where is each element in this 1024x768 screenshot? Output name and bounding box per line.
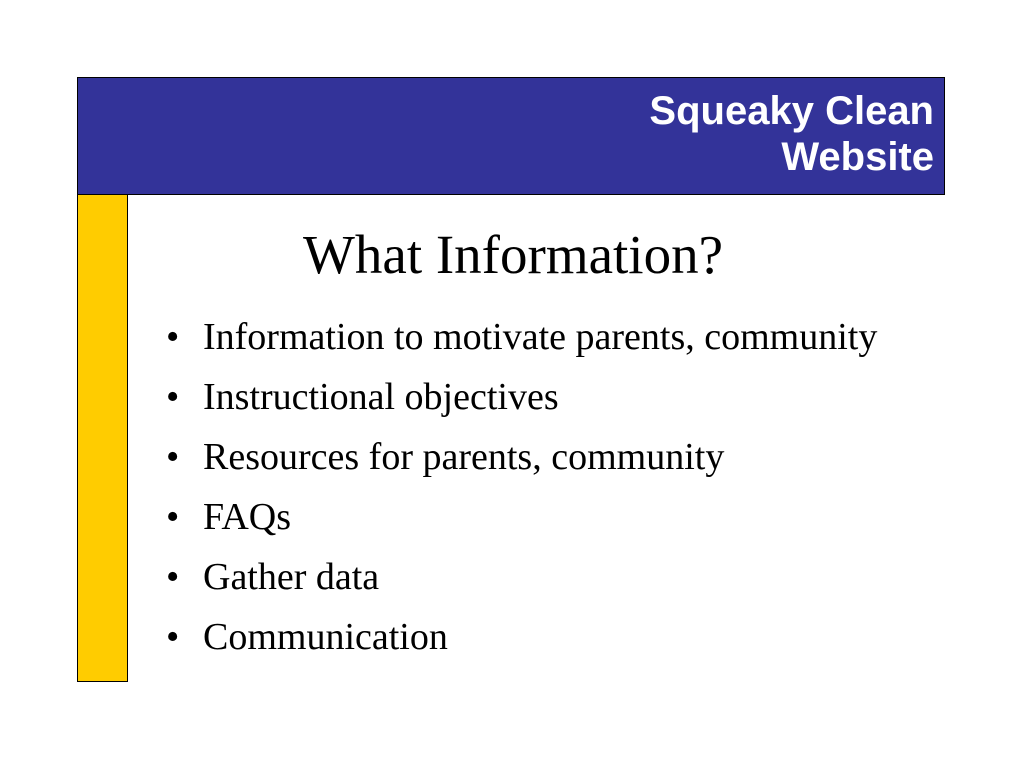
bullet-icon: • bbox=[166, 316, 180, 358]
bullet-item bbox=[160, 374, 880, 420]
bullet-icon: • bbox=[166, 616, 180, 658]
bullet-item bbox=[160, 494, 880, 540]
bullet-text: Gather data bbox=[203, 556, 380, 598]
banner-title bbox=[514, 88, 934, 180]
bullet-text: FAQs bbox=[203, 496, 291, 538]
bullet-text: Resources for parents, community bbox=[203, 436, 725, 478]
slide-heading: What Information? bbox=[303, 224, 723, 285]
bullet-item bbox=[160, 614, 880, 660]
bullet-list bbox=[160, 314, 880, 674]
bullet-item bbox=[160, 434, 880, 480]
bullet-text: Communication bbox=[203, 616, 448, 658]
bullet-icon: • bbox=[166, 496, 180, 538]
bullet-icon: • bbox=[166, 436, 180, 478]
title-banner bbox=[77, 77, 945, 195]
bullet-text: Instructional objectives bbox=[203, 376, 559, 418]
bullet-text: Information to motivate parents, community bbox=[203, 316, 878, 358]
bullet-item bbox=[160, 554, 880, 600]
accent-side-bar bbox=[77, 195, 128, 682]
bullet-icon: • bbox=[166, 556, 180, 598]
bullet-item bbox=[160, 314, 880, 360]
banner-title-line-1: Squeaky Clean bbox=[649, 89, 934, 133]
bullet-icon: • bbox=[166, 376, 180, 418]
banner-title-line-2: Website bbox=[781, 135, 934, 179]
